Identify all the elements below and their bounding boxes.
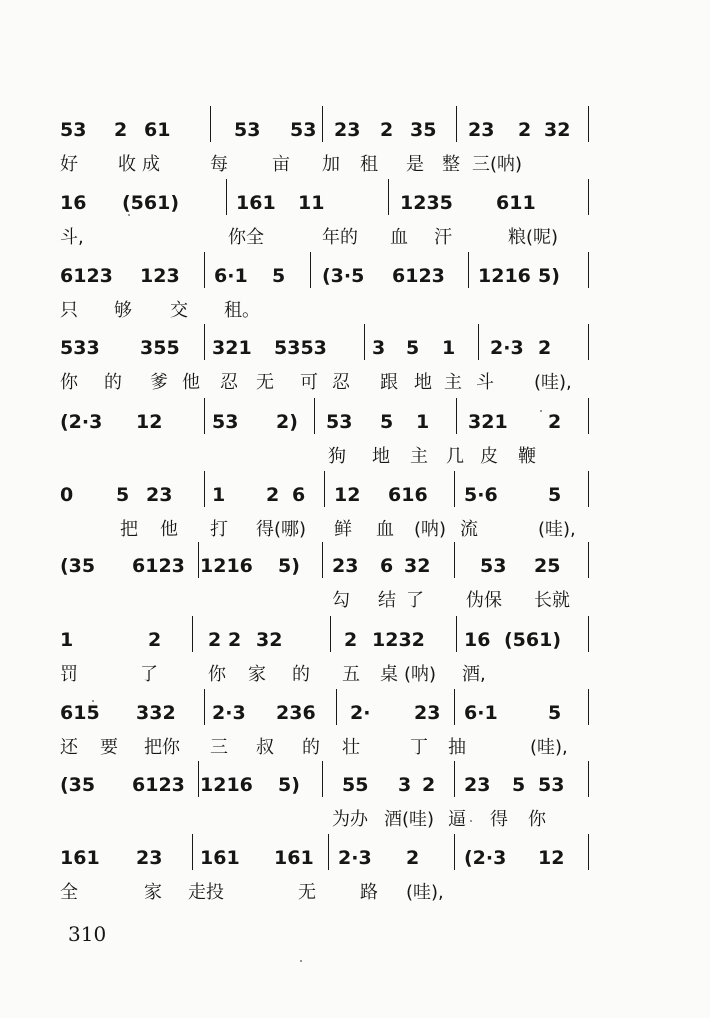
barline xyxy=(588,542,589,578)
page-number: 310 xyxy=(68,922,107,946)
lyric-syllable: 家 xyxy=(144,882,162,903)
barline xyxy=(454,689,455,725)
lyric-line xyxy=(60,515,600,541)
note-group: 16 xyxy=(60,192,87,214)
lyric-syllable: 几 xyxy=(446,446,464,467)
note-group: 5 xyxy=(272,265,286,287)
lyric-syllable: 成 xyxy=(142,154,160,175)
note-group: 23 xyxy=(332,555,359,577)
note-group: 5 xyxy=(512,774,526,796)
staff-system xyxy=(60,767,600,837)
lyric-syllable: 壮 xyxy=(342,737,360,758)
note-group: 12 xyxy=(334,484,361,506)
lyric-syllable: 无 xyxy=(298,882,316,903)
note-group: 2 xyxy=(422,774,436,796)
staff-system xyxy=(60,112,600,182)
lyric-syllable: 血 xyxy=(376,519,394,540)
lyric-syllable: 可 xyxy=(300,372,318,393)
note-group: 5353 xyxy=(274,337,327,359)
lyric-syllable: 走投 xyxy=(188,882,224,903)
lyric-syllable: (哇), xyxy=(530,737,568,758)
note-group: 23 xyxy=(334,119,361,141)
lyric-syllable: 伪保 xyxy=(466,590,502,611)
lyric-syllable: 罚 xyxy=(60,664,78,685)
note-group: 616 xyxy=(388,484,428,506)
lyric-syllable: 全 xyxy=(60,882,78,903)
lyric-syllable: (哇), xyxy=(534,372,572,393)
note-group: 161 xyxy=(60,847,100,869)
lyric-syllable: 三 xyxy=(210,737,228,758)
note-group: 11 xyxy=(298,192,325,214)
barline xyxy=(456,106,457,142)
lyric-syllable: 鞭 xyxy=(518,446,536,467)
lyric-syllable: 路 xyxy=(360,882,378,903)
barline xyxy=(456,398,457,434)
note-group: 611 xyxy=(496,192,536,214)
note-line xyxy=(60,767,600,801)
note-group: 2 xyxy=(266,484,280,506)
barline xyxy=(310,252,311,288)
barline xyxy=(204,689,205,725)
paper-speck xyxy=(92,700,94,702)
lyric-syllable: 得 xyxy=(490,809,508,830)
lyric-syllable: 勾 xyxy=(332,590,350,611)
barline xyxy=(588,324,589,360)
note-group: 2 xyxy=(538,337,552,359)
note-group: 53 xyxy=(212,411,239,433)
lyric-syllable: 整 xyxy=(442,154,460,175)
lyric-syllable: 每 xyxy=(210,154,228,175)
note-line xyxy=(60,477,600,511)
barline xyxy=(328,834,329,870)
lyric-syllable: 为办 xyxy=(332,809,368,830)
barline xyxy=(454,834,455,870)
note-group: 1216 xyxy=(200,774,253,796)
note-group: 321 xyxy=(468,411,508,433)
note-group: 6123 xyxy=(392,265,445,287)
note-group: 2·3 xyxy=(338,847,372,869)
lyric-syllable: 租。 xyxy=(224,300,260,321)
note-group: 2 xyxy=(548,411,562,433)
barline xyxy=(588,106,589,142)
note-line xyxy=(60,695,600,729)
lyric-syllable: 要 xyxy=(100,737,118,758)
barline xyxy=(322,106,323,142)
lyric-syllable: 够 xyxy=(114,300,132,321)
lyric-syllable: (呐) xyxy=(414,519,447,540)
lyric-syllable: 加 xyxy=(322,154,340,175)
note-group: 321 xyxy=(212,337,252,359)
lyric-line xyxy=(60,442,600,468)
note-group: 6123 xyxy=(60,265,113,287)
barline xyxy=(192,834,193,870)
note-line xyxy=(60,840,600,874)
barline xyxy=(588,689,589,725)
barline xyxy=(210,106,211,142)
note-group: 23 xyxy=(136,847,163,869)
lyric-syllable: 的 xyxy=(292,664,310,685)
paper-speck xyxy=(300,960,302,962)
barline xyxy=(204,471,205,507)
lyric-syllable: 把 xyxy=(120,519,138,540)
note-group: 6·1 xyxy=(464,702,498,724)
note-group: 3 xyxy=(398,774,412,796)
note-group: 2 xyxy=(148,629,162,651)
note-group: 32 xyxy=(404,555,431,577)
lyric-syllable: 三(呐) xyxy=(472,154,523,175)
note-group: 55 xyxy=(342,774,369,796)
lyric-syllable: 的 xyxy=(302,737,320,758)
lyric-syllable: 忍 xyxy=(220,372,238,393)
lyric-syllable: 结 xyxy=(378,590,396,611)
note-group: 23 xyxy=(468,119,495,141)
note-group: 2 xyxy=(406,847,420,869)
note-group: 0 xyxy=(60,484,74,506)
lyric-syllable: 把你 xyxy=(144,737,180,758)
lyric-line xyxy=(60,660,600,686)
barline xyxy=(322,761,323,797)
note-group: 32 xyxy=(256,629,283,651)
note-group: 5 xyxy=(116,484,130,506)
lyric-line xyxy=(60,805,600,831)
note-group: 332 xyxy=(136,702,176,724)
note-line xyxy=(60,258,600,292)
note-group: 161 xyxy=(236,192,276,214)
note-group: 123 xyxy=(140,265,180,287)
staff-system xyxy=(60,622,600,692)
note-group: 53 xyxy=(538,774,565,796)
note-group: (561) xyxy=(122,192,180,214)
barline xyxy=(226,179,227,215)
note-group: 2 xyxy=(380,119,394,141)
staff-system xyxy=(60,185,600,255)
staff-system xyxy=(60,548,600,618)
note-group: 236 xyxy=(276,702,316,724)
staff-system xyxy=(60,330,600,400)
note-group: 6 xyxy=(292,484,306,506)
barline xyxy=(204,324,205,360)
barline xyxy=(588,834,589,870)
note-group: 1235 xyxy=(400,192,453,214)
note-group: 5·6 xyxy=(464,484,498,506)
note-group: 2·3 xyxy=(212,702,246,724)
lyric-syllable: 他 xyxy=(160,519,178,540)
lyric-syllable: (哇), xyxy=(406,882,444,903)
note-group: 35 xyxy=(410,119,437,141)
barline xyxy=(336,689,337,725)
lyric-syllable: 流 xyxy=(460,519,478,540)
lyric-syllable: 了 xyxy=(140,664,158,685)
lyric-line xyxy=(60,223,600,249)
note-group: (2·3 xyxy=(464,847,507,869)
note-group: 53 xyxy=(326,411,353,433)
staff-system xyxy=(60,404,600,474)
note-group: 5 xyxy=(380,411,394,433)
lyric-syllable: 你全 xyxy=(228,227,264,248)
note-group: 2 xyxy=(344,629,358,651)
note-line xyxy=(60,548,600,582)
lyric-syllable: 是 xyxy=(406,154,424,175)
note-group: 23 xyxy=(146,484,173,506)
barline xyxy=(588,179,589,215)
lyric-syllable: 粮(呢) xyxy=(508,227,559,248)
note-group: 3 xyxy=(372,337,386,359)
note-group: 1 xyxy=(442,337,456,359)
lyric-syllable: 皮 xyxy=(480,446,498,467)
note-group: 2 xyxy=(518,119,532,141)
note-line xyxy=(60,112,600,146)
barline xyxy=(192,616,193,652)
staff-system xyxy=(60,695,600,765)
lyric-syllable: 了 xyxy=(406,590,424,611)
lyric-syllable: 血 xyxy=(390,227,408,248)
note-group: 2 xyxy=(228,629,242,651)
lyric-syllable: 的 xyxy=(104,372,122,393)
note-group: 2 xyxy=(208,629,222,651)
lyric-syllable: 只 xyxy=(60,300,78,321)
barline xyxy=(322,542,323,578)
lyric-line xyxy=(60,150,600,176)
barline xyxy=(388,179,389,215)
lyric-syllable: 逼 xyxy=(448,809,466,830)
note-group: 1 xyxy=(60,629,74,651)
lyric-syllable: 你 xyxy=(528,809,546,830)
note-group: 2·3 xyxy=(490,337,524,359)
note-group: (35 xyxy=(60,774,96,796)
lyric-syllable: 鲜 xyxy=(334,519,352,540)
barline xyxy=(588,398,589,434)
note-group: (35 xyxy=(60,555,96,577)
note-group: 1 xyxy=(212,484,226,506)
note-group: 5) xyxy=(278,555,300,577)
lyric-syllable: (哇), xyxy=(538,519,576,540)
note-group: 1232 xyxy=(372,629,425,651)
note-group: 2 xyxy=(114,119,128,141)
note-group: (2·3 xyxy=(60,411,103,433)
lyric-line xyxy=(60,296,600,322)
lyric-syllable: 你 xyxy=(208,664,226,685)
barline xyxy=(588,471,589,507)
staff-system xyxy=(60,840,600,910)
note-group: 5) xyxy=(278,774,300,796)
barline xyxy=(454,471,455,507)
lyric-syllable: 年的 xyxy=(322,227,358,248)
barline xyxy=(324,471,325,507)
barline xyxy=(454,542,455,578)
lyric-syllable: 还 xyxy=(60,737,78,758)
lyric-syllable: 主 xyxy=(444,372,462,393)
barline xyxy=(198,542,199,578)
lyric-syllable: 主 xyxy=(410,446,428,467)
lyric-syllable: 五 xyxy=(342,664,360,685)
barline xyxy=(468,252,469,288)
barline xyxy=(454,761,455,797)
note-group: 161 xyxy=(274,847,314,869)
note-group: 16 xyxy=(464,629,491,651)
note-line xyxy=(60,622,600,656)
lyric-syllable: 你 xyxy=(60,372,78,393)
note-group: 2· xyxy=(350,702,371,724)
note-group: 53 xyxy=(290,119,317,141)
lyric-syllable: 酒(哇) xyxy=(384,809,435,830)
lyric-syllable: 他 xyxy=(182,372,200,393)
lyric-syllable: 忍 xyxy=(332,372,350,393)
note-group: (561) xyxy=(504,629,562,651)
note-group: 533 xyxy=(60,337,100,359)
barline xyxy=(204,398,205,434)
note-line xyxy=(60,185,600,219)
note-group: 6123 xyxy=(132,555,185,577)
note-group: 1216 xyxy=(478,265,531,287)
lyric-syllable: 好 xyxy=(60,154,78,175)
note-group: 23 xyxy=(414,702,441,724)
lyric-syllable: (呐) xyxy=(404,664,437,685)
note-group: 12 xyxy=(538,847,565,869)
barline xyxy=(204,252,205,288)
paper-speck xyxy=(540,410,542,412)
note-group: 615 xyxy=(60,702,100,724)
note-group: 6·1 xyxy=(214,265,248,287)
lyric-syllable: 长就 xyxy=(534,590,570,611)
note-line xyxy=(60,330,600,364)
paper-speck xyxy=(470,820,472,822)
note-group: 161 xyxy=(200,847,240,869)
note-group: (3·5 xyxy=(322,265,365,287)
staff-system xyxy=(60,258,600,328)
note-group: 1 xyxy=(416,411,430,433)
barline xyxy=(314,398,315,434)
note-group: 6123 xyxy=(132,774,185,796)
note-group: 53 xyxy=(480,555,507,577)
barline xyxy=(588,761,589,797)
lyric-line xyxy=(60,878,600,904)
lyric-line xyxy=(60,586,600,612)
lyric-syllable: 地 xyxy=(414,372,432,393)
lyric-syllable: 交 xyxy=(170,300,188,321)
lyric-syllable: 家 xyxy=(248,664,266,685)
note-group: 5 xyxy=(548,702,562,724)
lyric-syllable: 亩 xyxy=(272,154,290,175)
note-group: 53 xyxy=(60,119,87,141)
barline xyxy=(588,252,589,288)
barline xyxy=(588,616,589,652)
note-line xyxy=(60,404,600,438)
lyric-syllable: 酒, xyxy=(462,664,486,685)
note-group: 5) xyxy=(538,265,560,287)
note-group: 6 xyxy=(380,555,394,577)
note-group: 25 xyxy=(534,555,561,577)
lyric-syllable: 爹 xyxy=(150,372,168,393)
lyric-syllable: 收 xyxy=(118,154,136,175)
lyric-syllable: 桌 xyxy=(380,664,398,685)
lyric-syllable: 得(哪) xyxy=(256,519,307,540)
lyric-syllable: 叔 xyxy=(256,737,274,758)
lyric-syllable: 无 xyxy=(256,372,274,393)
lyric-syllable: 打 xyxy=(210,519,228,540)
lyric-syllable: 跟 xyxy=(380,372,398,393)
note-group: 5 xyxy=(406,337,420,359)
lyric-line xyxy=(60,733,600,759)
lyric-syllable: 狗 xyxy=(328,446,346,467)
note-group: 5 xyxy=(548,484,562,506)
note-group: 53 xyxy=(234,119,261,141)
lyric-syllable: 租 xyxy=(360,154,378,175)
paper-speck xyxy=(128,214,130,216)
note-group: 61 xyxy=(144,119,171,141)
lyric-syllable: 地 xyxy=(372,446,390,467)
note-group: 12 xyxy=(136,411,163,433)
note-group: 2) xyxy=(276,411,298,433)
barline xyxy=(478,324,479,360)
note-group: 23 xyxy=(464,774,491,796)
barline xyxy=(330,616,331,652)
note-group: 1216 xyxy=(200,555,253,577)
note-group: 32 xyxy=(544,119,571,141)
lyric-syllable: 斗, xyxy=(60,227,84,248)
note-group: 355 xyxy=(140,337,180,359)
lyric-syllable: 丁 xyxy=(410,737,428,758)
staff-system xyxy=(60,477,600,547)
barline xyxy=(456,616,457,652)
barline xyxy=(364,324,365,360)
lyric-syllable: 斗 xyxy=(476,372,494,393)
barline xyxy=(198,761,199,797)
lyric-syllable: 抽 xyxy=(448,737,466,758)
lyric-syllable: 汗 xyxy=(434,227,452,248)
lyric-line xyxy=(60,368,600,394)
